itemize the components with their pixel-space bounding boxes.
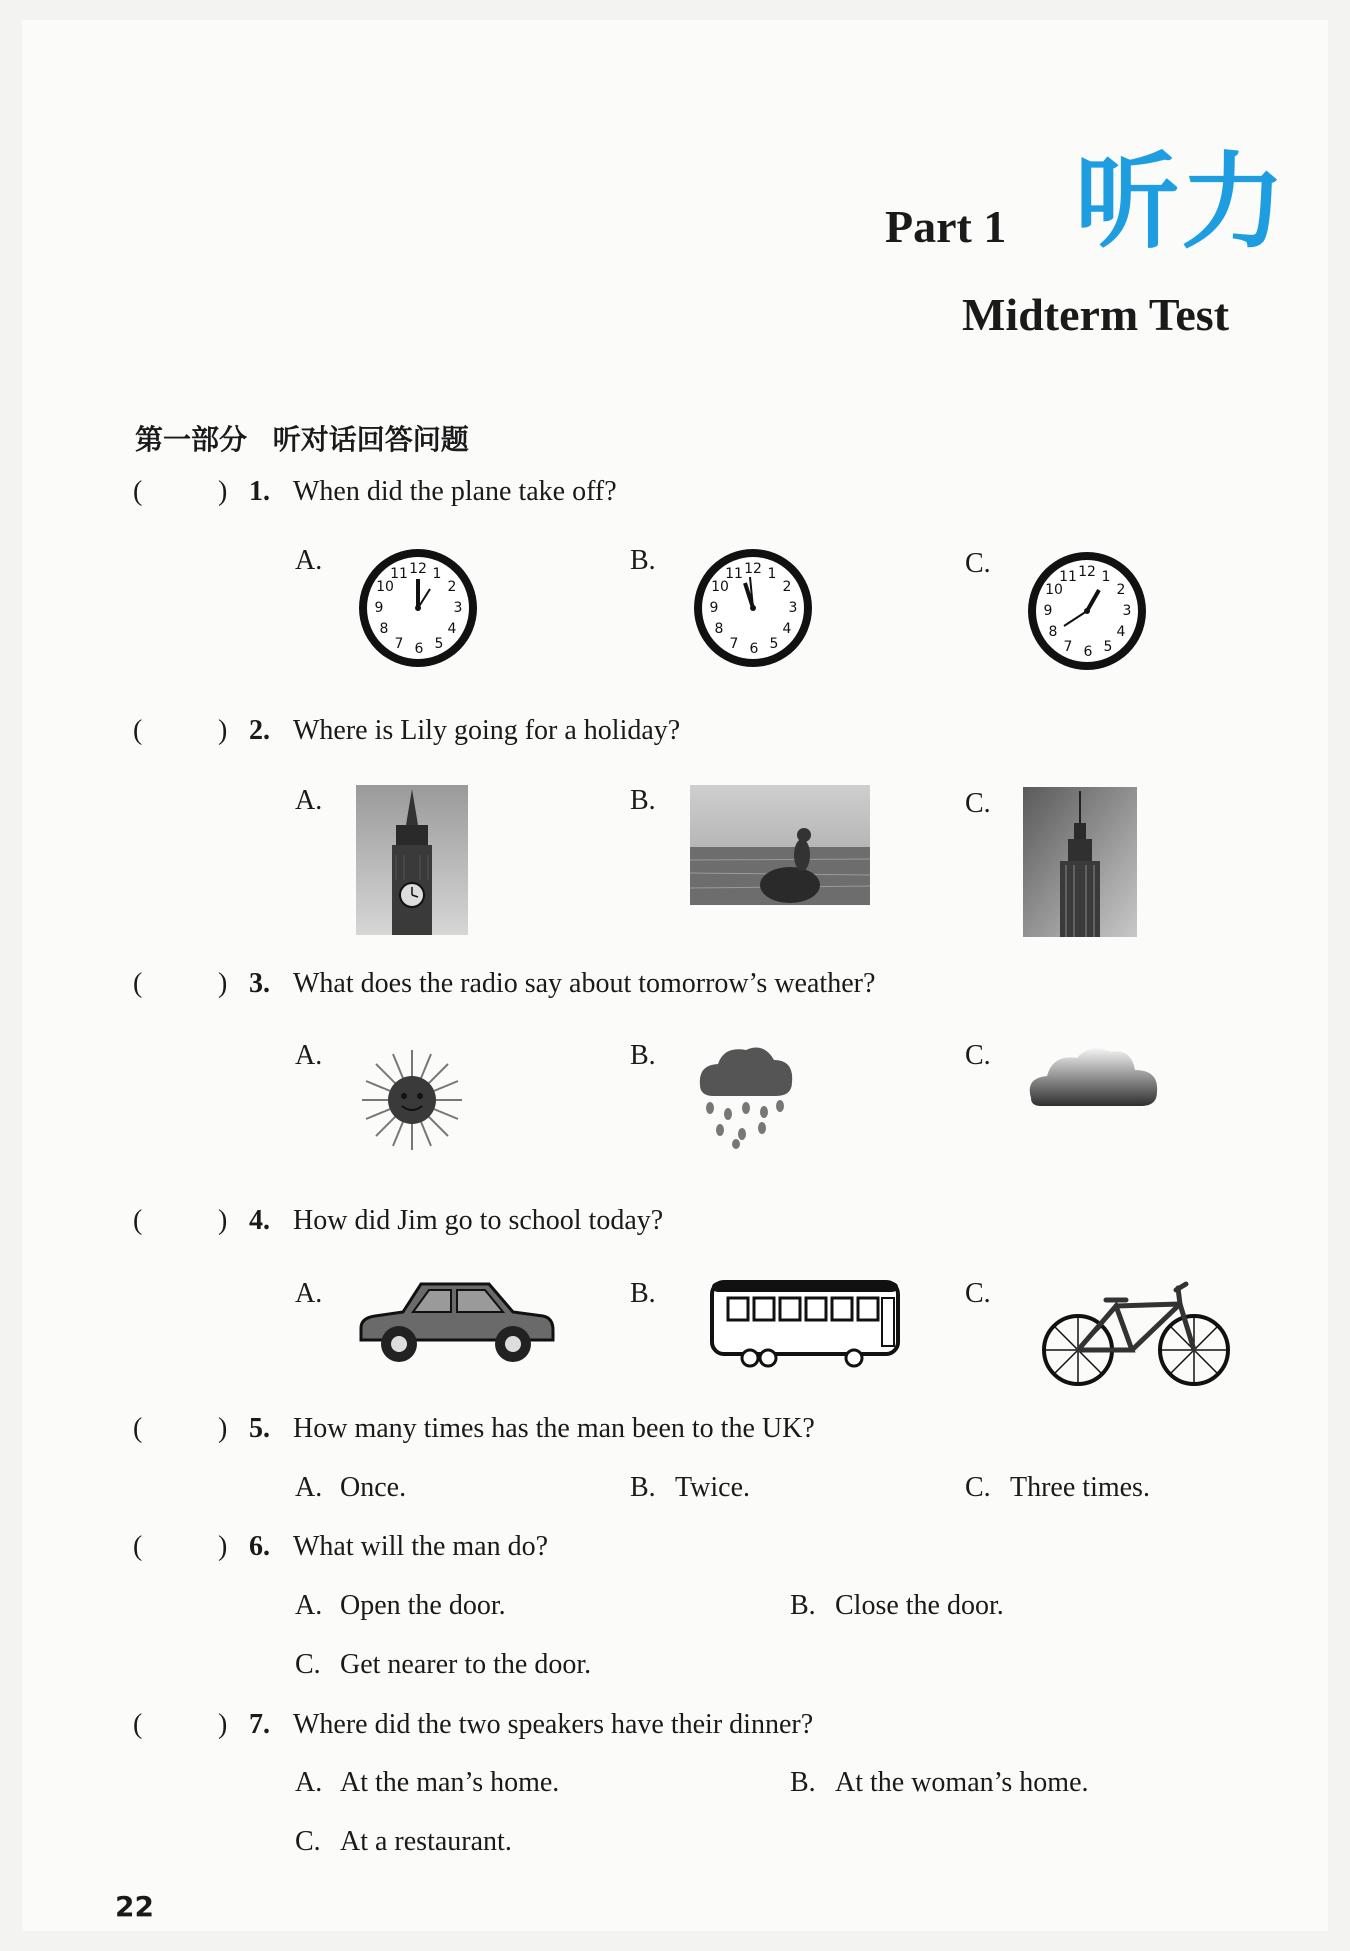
svg-text:5: 5 (1103, 639, 1113, 655)
question-number: 6. (249, 1531, 270, 1562)
svg-text:12: 12 (409, 561, 427, 577)
section-heading: 第一部分 听对话回答问题 (135, 423, 469, 456)
option-label: A. (295, 1472, 323, 1503)
page-number: 22 (115, 1890, 154, 1923)
listening-title: 听力 (1075, 141, 1288, 263)
svg-text:8: 8 (1048, 624, 1058, 640)
option-label: C. (965, 548, 991, 579)
svg-text:10: 10 (376, 579, 394, 595)
question-text: What will the man do? (293, 1531, 549, 1562)
svg-text:7: 7 (1063, 639, 1073, 655)
svg-text:3: 3 (453, 600, 463, 616)
cloud-icon[interactable] (1025, 1040, 1160, 1110)
svg-text:6: 6 (414, 641, 424, 657)
svg-text:8: 8 (714, 621, 724, 637)
option-label: B. (630, 1278, 656, 1309)
empire-state-building-photo[interactable] (1023, 787, 1137, 937)
answer-blank-close: ) (218, 1205, 228, 1236)
svg-text:11: 11 (390, 566, 408, 582)
question-number: 3. (249, 968, 270, 999)
answer-blank-close: ) (218, 476, 228, 507)
option-text: Three times. (1010, 1472, 1150, 1503)
bus-icon[interactable] (708, 1278, 904, 1372)
clock-12-icon[interactable] (355, 545, 481, 671)
option-label: B. (630, 545, 656, 576)
answer-blank-open[interactable]: ( (133, 715, 143, 746)
svg-text:4: 4 (447, 621, 457, 637)
option-label: A. (295, 1040, 323, 1071)
svg-text:10: 10 (1045, 582, 1063, 598)
option-label: B. (630, 1040, 656, 1071)
question-text: When did the plane take off? (293, 476, 617, 507)
option-label: A. (295, 1767, 323, 1798)
option-text: At a restaurant. (340, 1826, 512, 1857)
answer-blank-close: ) (218, 1413, 228, 1444)
option-label: A. (295, 1278, 323, 1309)
option-text: Twice. (675, 1472, 751, 1503)
question-text: Where did the two speakers have their dinner? (293, 1709, 814, 1740)
option-text: Close the door. (835, 1590, 1004, 1621)
question-text: Where is Lily going for a holiday? (293, 715, 681, 746)
option-label: C. (965, 788, 991, 819)
bicycle-icon[interactable] (1040, 1278, 1232, 1390)
svg-text:6: 6 (749, 641, 759, 657)
question-text: How did Jim go to school today? (293, 1205, 664, 1236)
svg-text:10: 10 (711, 579, 729, 595)
svg-text:9: 9 (374, 600, 384, 616)
option-label: C. (295, 1826, 321, 1857)
clock-1155-icon[interactable] (690, 545, 816, 671)
option-text: At the man’s home. (340, 1767, 560, 1798)
answer-blank-open[interactable]: ( (133, 476, 143, 507)
option-label: A. (295, 545, 323, 576)
option-label: C. (965, 1278, 991, 1309)
answer-blank-close: ) (218, 1709, 228, 1740)
svg-text:11: 11 (725, 566, 743, 582)
sun-icon[interactable] (360, 1048, 464, 1152)
svg-text:2: 2 (447, 579, 457, 595)
question-text: How many times has the man been to the UK? (293, 1413, 815, 1444)
answer-blank-open[interactable]: ( (133, 968, 143, 999)
question-number: 4. (249, 1205, 270, 1236)
rain-cloud-icon[interactable] (690, 1040, 800, 1150)
question-number: 2. (249, 715, 270, 746)
svg-text:12: 12 (1078, 564, 1096, 580)
svg-text:7: 7 (729, 636, 739, 652)
option-text: Get nearer to the door. (340, 1649, 592, 1680)
answer-blank-open[interactable]: ( (133, 1413, 143, 1444)
svg-text:2: 2 (782, 579, 792, 595)
question-number: 1. (249, 476, 270, 507)
question-number: 7. (249, 1709, 270, 1740)
option-label: A. (295, 785, 323, 816)
svg-text:6: 6 (1083, 644, 1093, 660)
option-text: Open the door. (340, 1590, 506, 1621)
option-label: C. (295, 1649, 321, 1680)
option-text: Once. (340, 1472, 407, 1503)
little-mermaid-photo[interactable] (690, 785, 870, 905)
part-heading: Part 1 (885, 201, 1007, 252)
answer-blank-close: ) (218, 968, 228, 999)
answer-blank-close: ) (218, 715, 228, 746)
svg-text:4: 4 (1116, 624, 1126, 640)
svg-text:3: 3 (788, 600, 798, 616)
svg-text:12: 12 (744, 561, 762, 577)
svg-text:11: 11 (1059, 569, 1077, 585)
test-subtitle: Midterm Test (962, 289, 1230, 340)
option-label: C. (965, 1472, 991, 1503)
answer-blank-open[interactable]: ( (133, 1709, 143, 1740)
question-text: What does the radio say about tomorrow’s weather? (293, 968, 876, 999)
svg-text:3: 3 (1122, 603, 1132, 619)
answer-blank-close: ) (218, 1531, 228, 1562)
svg-text:7: 7 (394, 636, 404, 652)
svg-text:1: 1 (432, 566, 442, 582)
option-label: B. (630, 785, 656, 816)
car-icon[interactable] (355, 1278, 557, 1368)
svg-text:5: 5 (769, 636, 779, 652)
svg-text:5: 5 (434, 636, 444, 652)
clock-140-icon[interactable] (1024, 548, 1150, 674)
option-label: C. (965, 1040, 991, 1071)
option-label: A. (295, 1590, 323, 1621)
svg-text:1: 1 (1101, 569, 1111, 585)
answer-blank-open[interactable]: ( (133, 1205, 143, 1236)
question-number: 5. (249, 1413, 270, 1444)
svg-text:9: 9 (1043, 603, 1053, 619)
option-label: B. (790, 1590, 816, 1621)
svg-text:4: 4 (782, 621, 792, 637)
svg-text:2: 2 (1116, 582, 1126, 598)
option-label: B. (790, 1767, 816, 1798)
svg-text:1: 1 (767, 566, 777, 582)
option-label: B. (630, 1472, 656, 1503)
option-text: At the woman’s home. (835, 1767, 1089, 1798)
answer-blank-open[interactable]: ( (133, 1531, 143, 1562)
big-ben-photo[interactable] (356, 785, 468, 935)
svg-text:8: 8 (379, 621, 389, 637)
svg-text:9: 9 (709, 600, 719, 616)
